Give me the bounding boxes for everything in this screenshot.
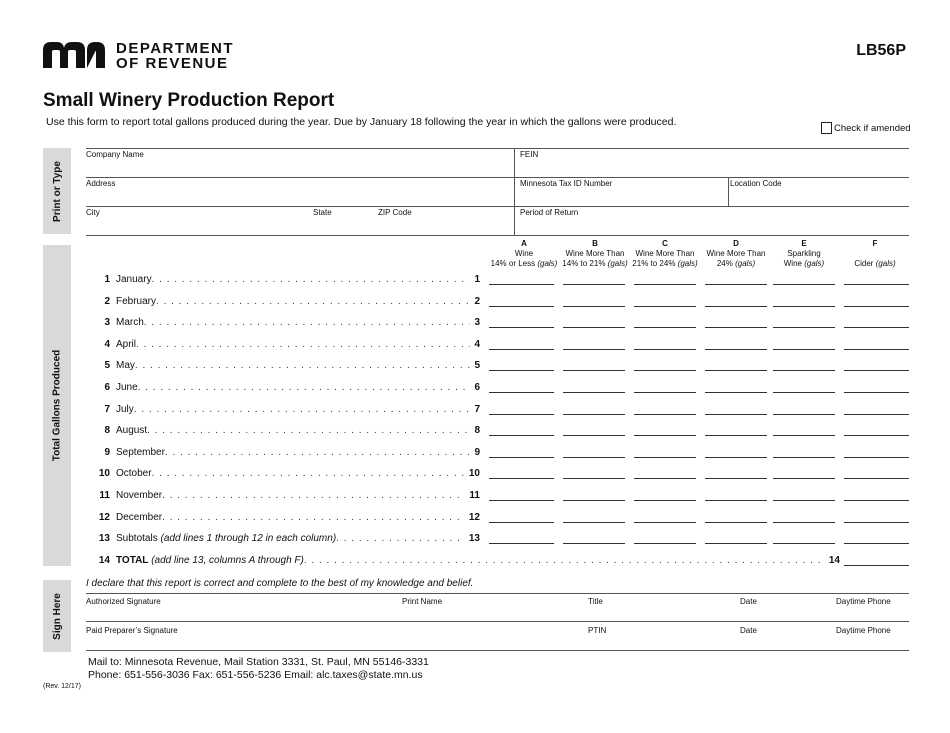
- table-row: [90, 425, 480, 436]
- row-label: [116, 317, 144, 328]
- gallons-input-e[interactable]: [773, 306, 835, 307]
- divider: [86, 650, 909, 651]
- gallons-input-c[interactable]: [634, 414, 696, 415]
- column-header-b: [558, 239, 632, 269]
- row-label: [116, 382, 138, 393]
- table-row: [90, 468, 480, 479]
- column-line1: Wine More Than: [565, 249, 625, 258]
- gallons-input-b[interactable]: [563, 349, 625, 350]
- row-number: 4: [104, 338, 110, 350]
- gallons-input-f[interactable]: [844, 327, 909, 328]
- row-label-text: Subtotals: [116, 533, 158, 545]
- row-label-text: March: [116, 317, 144, 329]
- leader-dots: [162, 490, 465, 501]
- row-number: 13: [98, 533, 110, 545]
- gallons-input-c[interactable]: [634, 543, 696, 544]
- row-label-text: October: [116, 468, 152, 480]
- row-label: [116, 490, 162, 501]
- gallons-input-a[interactable]: [489, 543, 554, 544]
- leader-dots: [135, 360, 471, 371]
- divider: [728, 177, 729, 206]
- gallons-input-c[interactable]: [634, 349, 696, 350]
- address-field[interactable]: Address: [86, 179, 116, 188]
- column-letter: D: [733, 239, 739, 248]
- row-label: [116, 296, 156, 307]
- row-label: [116, 404, 134, 415]
- section-total-gallons: [43, 245, 71, 566]
- company-name-field[interactable]: Company Name: [86, 150, 144, 159]
- gallons-input-d[interactable]: [705, 457, 767, 458]
- column-line2: 14% to 21%: [562, 259, 606, 268]
- row-end-number: 3: [474, 317, 480, 329]
- leader-dots: [136, 339, 470, 350]
- row-label-text: February: [116, 295, 157, 307]
- gallons-input-b[interactable]: [563, 478, 625, 479]
- row-end-number: 11: [469, 490, 480, 501]
- leader-dots: [144, 317, 471, 328]
- page-title: Small Winery Production Report: [43, 90, 335, 111]
- gallons-input-c[interactable]: [634, 435, 696, 436]
- column-unit: (gals): [607, 259, 628, 268]
- mailing-address: Mail to: Minnesota Revenue, Mail Station 3331, St. Paul, MN 55146-3331: [88, 656, 429, 668]
- authorized-signature-field[interactable]: Authorized Signature: [86, 597, 161, 606]
- column-header-d: [700, 239, 772, 269]
- row-label: [116, 360, 135, 371]
- gallons-input-f[interactable]: [844, 522, 909, 523]
- gallons-input-a[interactable]: [489, 435, 554, 436]
- gallons-input-c[interactable]: [634, 284, 696, 285]
- gallons-input-d[interactable]: [705, 370, 767, 371]
- period-field[interactable]: Period of Return: [520, 208, 579, 217]
- preparer-date-field[interactable]: Date: [740, 626, 757, 635]
- gallons-input-d[interactable]: [705, 435, 767, 436]
- row-label: [116, 274, 152, 285]
- divider: [86, 177, 909, 178]
- leader-dots: [165, 447, 471, 458]
- leader-dots: [152, 468, 465, 479]
- total-row: [90, 555, 840, 566]
- gallons-input-b[interactable]: [563, 543, 625, 544]
- table-row: [90, 317, 480, 328]
- gallons-input-a[interactable]: [489, 500, 554, 501]
- column-unit: (gals): [677, 259, 698, 268]
- gallons-input-e[interactable]: [773, 435, 835, 436]
- row-label: [116, 339, 136, 350]
- total-input[interactable]: [844, 565, 909, 566]
- row-number: 6: [104, 382, 110, 393]
- gallons-input-d[interactable]: [705, 522, 767, 523]
- table-row: [90, 404, 480, 415]
- gallons-input-d[interactable]: [705, 306, 767, 307]
- gallons-input-c[interactable]: [634, 478, 696, 479]
- column-letter: B: [592, 239, 598, 248]
- gallons-input-e[interactable]: [773, 370, 835, 371]
- gallons-input-c[interactable]: [634, 370, 696, 371]
- amended-label: Check if amended: [834, 122, 911, 134]
- row-label-note: (add line 13, columns A through F): [151, 555, 304, 566]
- section-label: Total Gallons Produced: [51, 349, 63, 462]
- column-letter: F: [872, 239, 878, 248]
- gallons-input-a[interactable]: [489, 414, 554, 415]
- gallons-input-f[interactable]: [844, 349, 909, 350]
- column-line2: Cider: [854, 259, 874, 268]
- row-label-text: June: [116, 382, 138, 393]
- table-row: [90, 360, 480, 371]
- gallons-input-f[interactable]: [844, 284, 909, 285]
- gallons-input-e[interactable]: [773, 414, 835, 415]
- column-line1: Wine: [514, 249, 534, 258]
- dept-line2: OF REVENUE: [116, 55, 229, 72]
- gallons-input-e[interactable]: [773, 327, 835, 328]
- gallons-input-a[interactable]: [489, 327, 554, 328]
- row-label-text: January: [116, 274, 152, 285]
- gallons-input-f[interactable]: [844, 543, 909, 544]
- column-letter: C: [662, 239, 668, 248]
- gallons-input-e[interactable]: [773, 284, 835, 285]
- gallons-input-d[interactable]: [705, 543, 767, 544]
- declaration: I declare that this report is correct and complete to the best of my knowledge and belief.: [86, 578, 474, 589]
- table-row: [90, 274, 480, 285]
- department-name: [116, 41, 234, 71]
- column-unit: (gals): [804, 259, 825, 268]
- column-header-f: [840, 239, 910, 269]
- column-line1: Wine More Than: [706, 249, 766, 258]
- column-line2: 24%: [716, 259, 733, 268]
- gallons-input-c[interactable]: [634, 306, 696, 307]
- row-end-number: 8: [474, 425, 480, 437]
- location-code-field[interactable]: Location Code: [730, 179, 782, 188]
- print-name-field[interactable]: Print Name: [402, 597, 443, 606]
- checkbox-box[interactable]: [821, 122, 832, 134]
- table-row: [90, 490, 480, 501]
- ptin-field[interactable]: PTIN: [588, 626, 607, 635]
- column-line2: 14% or Less: [490, 259, 536, 268]
- row-end-number: 14: [828, 555, 840, 566]
- preparer-signature-field[interactable]: Paid Preparer’s Signature: [86, 626, 178, 635]
- column-header-e: [770, 239, 838, 269]
- gallons-input-d[interactable]: [705, 500, 767, 501]
- title-field[interactable]: Title: [588, 597, 603, 606]
- row-end-number: 6: [474, 382, 480, 393]
- gallons-input-c[interactable]: [634, 522, 696, 523]
- leader-dots: [336, 533, 465, 544]
- gallons-input-f[interactable]: [844, 392, 909, 393]
- divider: [514, 148, 515, 235]
- column-unit: (gals): [537, 259, 558, 268]
- leader-dots: [138, 382, 471, 393]
- gallons-input-b[interactable]: [563, 500, 625, 501]
- contact-info: Phone: 651-556-3036 Fax: 651-556-5236 Email: alc.taxes@state.mn.us: [88, 669, 423, 681]
- gallons-input-d[interactable]: [705, 414, 767, 415]
- column-line1: [840, 249, 910, 259]
- table-row: [90, 382, 480, 393]
- gallons-input-d[interactable]: [705, 284, 767, 285]
- row-number: 8: [104, 425, 110, 437]
- gallons-input-b[interactable]: [563, 306, 625, 307]
- column-unit: (gals): [875, 259, 896, 268]
- preparer-phone-field[interactable]: Daytime Phone: [836, 626, 891, 635]
- leader-dots: [147, 425, 470, 436]
- gallons-input-e[interactable]: [773, 543, 835, 544]
- zip-field[interactable]: ZIP Code: [378, 208, 412, 217]
- row-label-note: (add lines 1 through 12 in each column): [160, 533, 337, 545]
- divider: [86, 593, 909, 594]
- row-end-number: 4: [474, 338, 480, 350]
- gallons-input-b[interactable]: [563, 522, 625, 523]
- row-number: 5: [104, 360, 110, 372]
- column-header-a: [486, 239, 562, 269]
- gallons-input-e[interactable]: [773, 457, 835, 458]
- fein-field[interactable]: FEIN: [520, 150, 539, 159]
- row-number: 2: [104, 295, 110, 307]
- leader-dots: [156, 296, 470, 307]
- gallons-input-a[interactable]: [489, 478, 554, 479]
- column-line1: Wine More Than: [635, 249, 695, 258]
- row-end-number: 12: [468, 511, 480, 523]
- row-label-text: July: [116, 403, 134, 415]
- gallons-input-b[interactable]: [563, 392, 625, 393]
- row-number: 12: [98, 511, 110, 523]
- gallons-input-a[interactable]: [489, 349, 554, 350]
- section-label: Sign Here: [51, 592, 63, 640]
- gallons-input-c[interactable]: [634, 392, 696, 393]
- gallons-input-e[interactable]: [773, 392, 835, 393]
- row-number: 9: [104, 446, 110, 458]
- column-header-c: [628, 239, 702, 269]
- row-label: [116, 512, 162, 523]
- row-end-number: 5: [474, 360, 480, 372]
- gallons-input-f[interactable]: [844, 306, 909, 307]
- section-label: Print or Type: [51, 160, 63, 222]
- gallons-input-e[interactable]: [773, 478, 835, 479]
- table-row: [90, 339, 480, 350]
- row-label-text: August: [116, 425, 148, 437]
- column-letter: A: [521, 239, 527, 248]
- gallons-input-b[interactable]: [563, 414, 625, 415]
- column-line2: Wine: [783, 259, 802, 268]
- row-end-number: 13: [468, 533, 480, 545]
- date-field[interactable]: Date: [740, 597, 757, 606]
- row-label-text: December: [116, 511, 163, 523]
- row-number: 14: [98, 555, 110, 566]
- row-label: [116, 533, 336, 544]
- gallons-input-b[interactable]: [563, 327, 625, 328]
- gallons-input-d[interactable]: [705, 327, 767, 328]
- section-print-or-type: [43, 148, 71, 234]
- gallons-input-f[interactable]: [844, 414, 909, 415]
- table-row: [90, 296, 480, 307]
- gallons-input-e[interactable]: [773, 349, 835, 350]
- divider: [86, 206, 909, 207]
- column-unit: (gals): [735, 259, 756, 268]
- gallons-input-c[interactable]: [634, 500, 696, 501]
- daytime-phone-field[interactable]: Daytime Phone: [836, 597, 891, 606]
- leader-dots: [152, 274, 471, 285]
- gallons-input-d[interactable]: [705, 392, 767, 393]
- column-line2: 21% to 24%: [632, 259, 676, 268]
- leader-dots: [162, 512, 465, 523]
- mn-logo-icon: [43, 42, 105, 68]
- gallons-input-a[interactable]: [489, 370, 554, 371]
- dept-line1: DEPARTMENT: [116, 40, 235, 57]
- row-number: 1: [104, 274, 110, 285]
- gallons-input-a[interactable]: [489, 284, 554, 285]
- gallons-input-b[interactable]: [563, 435, 625, 436]
- amended-checkbox[interactable]: [821, 122, 911, 134]
- row-number: 3: [104, 317, 110, 329]
- row-end-number: 1: [474, 274, 480, 285]
- city-field[interactable]: City: [86, 208, 100, 217]
- gallons-input-f[interactable]: [844, 478, 909, 479]
- divider: [86, 148, 909, 149]
- gallons-input-b[interactable]: [563, 370, 625, 371]
- row-label: [116, 468, 152, 479]
- gallons-input-c[interactable]: [634, 457, 696, 458]
- divider: [86, 235, 909, 236]
- leader-dots: [304, 555, 825, 566]
- gallons-input-e[interactable]: [773, 522, 835, 523]
- table-row: [90, 447, 480, 458]
- table-row: [90, 512, 480, 523]
- row-end-number: 7: [474, 403, 480, 415]
- gallons-input-f[interactable]: [844, 370, 909, 371]
- column-line1: Sparkling: [787, 249, 821, 258]
- row-label: [116, 447, 165, 458]
- divider: [86, 621, 909, 622]
- row-number: 10: [98, 468, 110, 480]
- gallons-input-f[interactable]: [844, 457, 909, 458]
- column-letter: E: [801, 239, 807, 248]
- gallons-input-e[interactable]: [773, 500, 835, 501]
- table-row: [90, 533, 480, 544]
- row-end-number: 2: [474, 295, 480, 307]
- form-instructions: Use this form to report total gallons produced during the year. Due by January 18 following the year in which the gallons were produced.: [46, 116, 677, 128]
- revision-date: (Rev. 12/17): [43, 683, 81, 690]
- row-end-number: 9: [474, 446, 480, 458]
- gallons-input-b[interactable]: [563, 284, 625, 285]
- gallons-input-d[interactable]: [705, 349, 767, 350]
- row-label-text: May: [116, 360, 135, 372]
- section-sign-here: [43, 580, 71, 652]
- row-number: 7: [104, 403, 110, 415]
- gallons-input-b[interactable]: [563, 457, 625, 458]
- leader-dots: [134, 404, 471, 415]
- row-label-text: April: [116, 338, 137, 350]
- gallons-input-c[interactable]: [634, 327, 696, 328]
- gallons-input-a[interactable]: [489, 522, 554, 523]
- gallons-input-f[interactable]: [844, 500, 909, 501]
- form-id: LB56P: [856, 42, 906, 59]
- row-label-text: September: [116, 446, 165, 458]
- state-field[interactable]: State: [313, 208, 332, 217]
- mn-tax-id-field[interactable]: Minnesota Tax ID Number: [520, 179, 613, 188]
- row-label-text: TOTAL: [116, 555, 149, 566]
- gallons-input-f[interactable]: [844, 435, 909, 436]
- row-label-text: November: [116, 490, 163, 501]
- gallons-input-a[interactable]: [489, 392, 554, 393]
- row-label: [116, 425, 147, 436]
- gallons-input-a[interactable]: [489, 457, 554, 458]
- row-end-number: 10: [468, 468, 480, 480]
- row-number: 11: [99, 490, 110, 501]
- gallons-input-a[interactable]: [489, 306, 554, 307]
- gallons-input-d[interactable]: [705, 478, 767, 479]
